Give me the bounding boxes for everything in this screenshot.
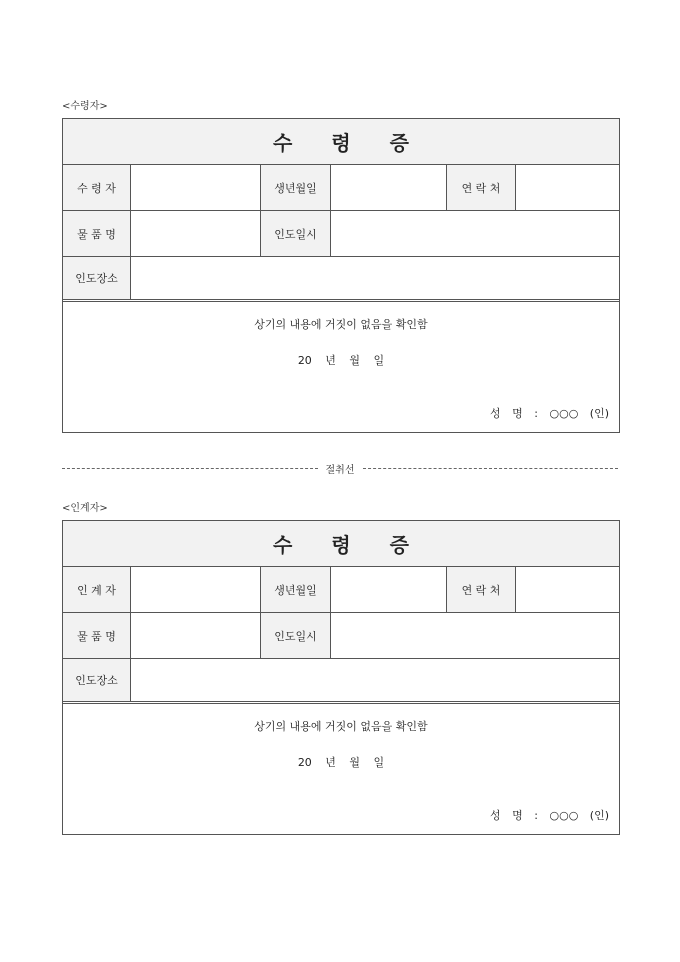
section-label-receiver: <수령자>: [62, 101, 108, 112]
confirmation-text: 상기의 내용에 거짓이 없음을 확인함: [254, 318, 428, 331]
field-deliverer-name[interactable]: [131, 567, 261, 612]
signature-line: 성 명 : ○○○ (인): [490, 407, 609, 420]
receipt-form-deliverer: [62, 520, 620, 835]
label-birthdate: 생년월일: [261, 567, 331, 612]
form-title: 수 령 증: [63, 119, 619, 165]
label-receiver: 수 령 자: [63, 165, 131, 210]
cut-line-dash-right: [363, 468, 619, 469]
field-delivery-datetime[interactable]: [331, 211, 619, 256]
label-contact: 연 락 처: [447, 165, 516, 210]
field-delivery-place[interactable]: [131, 659, 619, 701]
cut-line: [62, 461, 618, 475]
label-delivery-datetime: 인도일시: [261, 613, 331, 658]
date-line: 20 년 월 일: [297, 756, 385, 769]
section-label-deliverer: <인계자>: [62, 503, 108, 514]
label-item-name: 물 품 명: [63, 211, 131, 256]
form-row-item: [63, 613, 619, 659]
form-row-place: [63, 659, 619, 704]
field-item-name[interactable]: [131, 613, 261, 658]
label-delivery-place: 인도장소: [63, 257, 131, 299]
field-birthdate[interactable]: [331, 165, 447, 210]
label-item-name: 물 품 명: [63, 613, 131, 658]
label-delivery-datetime: 인도일시: [261, 211, 331, 256]
label-contact: 연 락 처: [447, 567, 516, 612]
receipt-form-receiver: [62, 118, 620, 433]
form-row-person: [63, 165, 619, 211]
cut-line-label: 절취선: [325, 464, 355, 476]
field-birthdate[interactable]: [331, 567, 447, 612]
field-contact[interactable]: [516, 165, 619, 210]
signature-line: 성 명 : ○○○ (인): [490, 809, 609, 822]
confirmation-area: [63, 704, 619, 834]
confirmation-area: [63, 302, 619, 432]
date-line: 20 년 월 일: [297, 354, 385, 367]
field-receiver-name[interactable]: [131, 165, 261, 210]
field-delivery-datetime[interactable]: [331, 613, 619, 658]
label-birthdate: 생년월일: [261, 165, 331, 210]
form-row-place: [63, 257, 619, 302]
confirmation-text: 상기의 내용에 거짓이 없음을 확인함: [254, 720, 428, 733]
label-deliverer: 인 계 자: [63, 567, 131, 612]
form-row-person: [63, 567, 619, 613]
field-delivery-place[interactable]: [131, 257, 619, 299]
cut-line-dash-left: [62, 468, 318, 469]
field-item-name[interactable]: [131, 211, 261, 256]
field-contact[interactable]: [516, 567, 619, 612]
label-delivery-place: 인도장소: [63, 659, 131, 701]
form-row-item: [63, 211, 619, 257]
form-title: 수 령 증: [63, 521, 619, 567]
